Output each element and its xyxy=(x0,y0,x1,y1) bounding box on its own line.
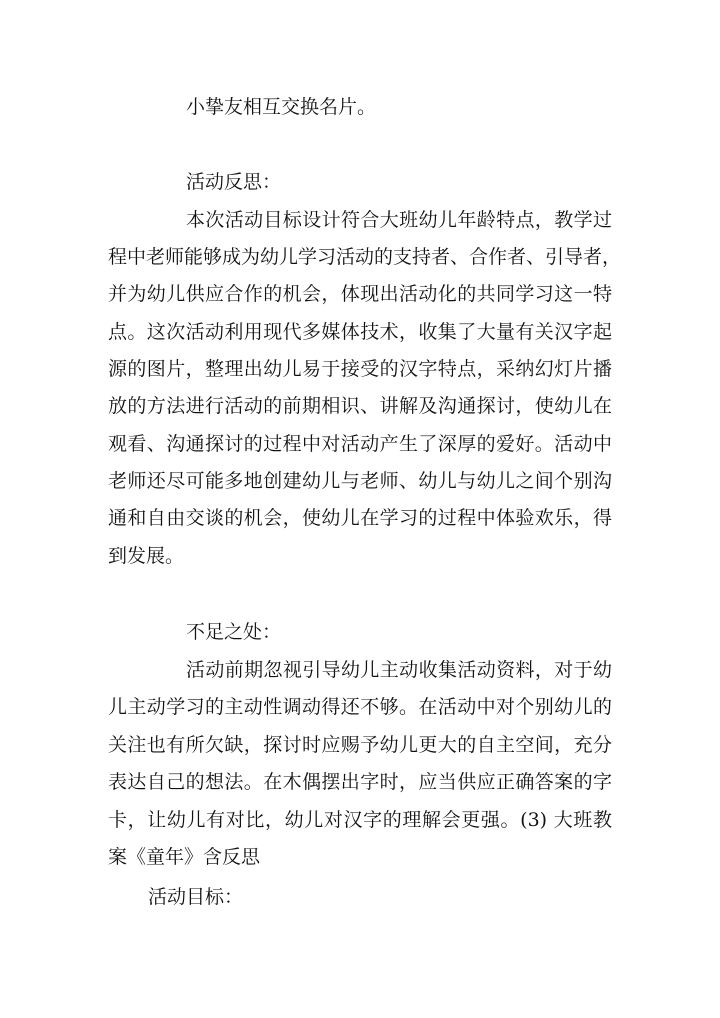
shortcomings-line-5: 卡，让幼儿有对比，幼儿对汉字的理解会更强。(3) 大班教 xyxy=(108,809,612,831)
reflection-line-8: 老师还尽可能多地创建幼儿与老师、幼儿与幼儿之间个别沟 xyxy=(108,470,612,492)
shortcomings-line-2: 儿主动学习的主动性调动得还不够。在活动中对个别幼儿的 xyxy=(108,696,612,718)
shortcomings-heading: 不足之处： xyxy=(186,621,282,643)
reflection-line-3: 并为幼儿供应合作的机会，体现出活动化的共同学习这一特 xyxy=(108,283,612,305)
reflection-line-7: 观看、沟通探讨的过程中对活动产生了深厚的爱好。活动中 xyxy=(108,433,612,455)
reflection-line-6: 放的方法进行活动的前期相识、讲解及沟通探讨，使幼儿在 xyxy=(108,395,612,417)
reflection-line-4: 点。这次活动利用现代多媒体技术，收集了大量有关汉字起 xyxy=(108,321,612,343)
reflection-line-10: 到发展。 xyxy=(108,545,185,567)
shortcomings-line-4: 表达自己的想法。在木偶摆出字时，应当供应正确答案的字 xyxy=(108,771,612,793)
goals-heading: 活动目标： xyxy=(148,886,244,908)
shortcomings-line-6: 案《童年》含反思 xyxy=(108,846,261,868)
reflection-line-5: 源的图片，整理出幼儿易于接受的汉字特点，采纳幻灯片播 xyxy=(108,358,612,380)
shortcomings-line-1: 活动前期忽视引导幼儿主动收集活动资料，对于幼 xyxy=(186,659,612,681)
reflection-line-2: 程中老师能够成为幼儿学习活动的支持者、合作者、引导者， xyxy=(108,246,622,268)
reflection-line-1: 本次活动目标设计符合大班幼儿年龄特点，教学过 xyxy=(186,209,612,231)
shortcomings-line-3: 关注也有所欠缺，探讨时应赐予幼儿更大的自主空间，充分 xyxy=(108,734,612,756)
intro-line: 小挚友相互交换名片。 xyxy=(186,96,377,118)
reflection-line-9: 通和自由交谈的机会，使幼儿在学习的过程中体验欢乐，得 xyxy=(108,507,612,529)
reflection-heading: 活动反思： xyxy=(186,171,282,193)
